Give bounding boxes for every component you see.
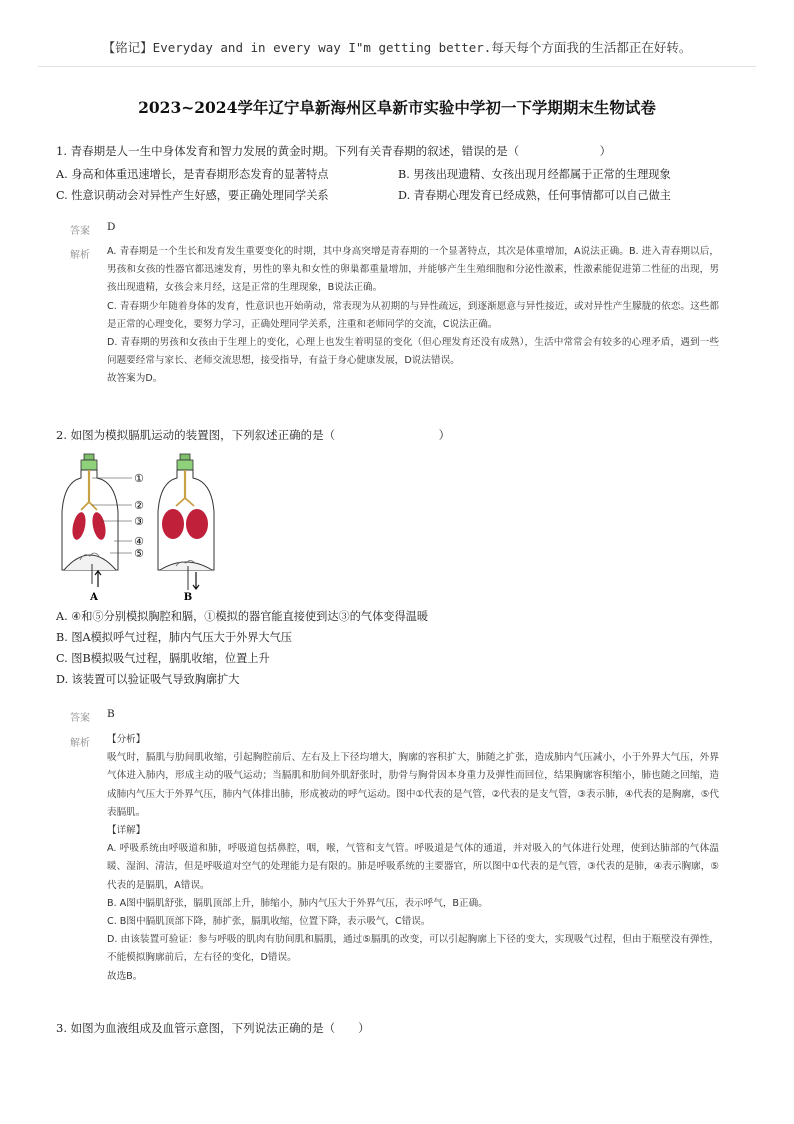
question-2-stem: 2. 如图为模拟膈肌运动的装置图，下列叙述正确的是（ ） xyxy=(56,428,451,442)
q2-option-d: D. 该装置可以验证吸气导致胸廓扩大 xyxy=(56,673,240,686)
bell-jar-a xyxy=(62,454,118,602)
q1-answer-label: 答案 xyxy=(70,226,90,237)
q2-analysis-para: C. B图中膈肌顶部下降，肺扩张，膈肌收缩，位置下降，表示吸气，C错误。 xyxy=(107,916,431,928)
marker-3: ③ xyxy=(134,515,144,528)
q2-option-b: B. 图A模拟呼气过程，肺内气压大于外界大气压 xyxy=(56,631,292,644)
question-1-stem: 1. 青春期是人一生中身体发育和智力发展的黄金时期。下列有关青春期的叙述，错误的是（ ） xyxy=(56,144,612,158)
question-3-stem: 3. 如图为血液组成及血管示意图，下列说法正确的是（ ） xyxy=(56,1021,370,1035)
marker-2: ② xyxy=(134,499,144,512)
q1-answer: D xyxy=(107,221,116,233)
marker-4: ④ xyxy=(134,535,144,548)
q1-analysis-para: 故答案为D。 xyxy=(107,373,163,385)
q1-analysis-para: A. 青春期是一个生长和发育发生重要变化的时期，其中身高突增是青春期的一个显著特点，其次是体重增加，A说法正确。B. 进入青春期以后，男孩和女孩的性器官都迅速发育，男性的睾丸和女性的卵巢都重量增加，并能够产生生殖细胞和分泌性激素，性激素能促进第二性征的出现，男孩出现遗精，女孩会来月经，这是正常的生理现象，B说法正确。 xyxy=(107,246,719,294)
header-divider xyxy=(38,66,756,67)
diaphragm-model-figure xyxy=(56,452,226,602)
marker-1: ① xyxy=(134,472,144,485)
q1-analysis-label: 解析 xyxy=(70,250,90,261)
motto-banner: 【铭记】Everyday and in every way I"m getting better.每天每个方面我的生活都正在好转。 xyxy=(102,40,692,55)
figure-caption-b: B xyxy=(183,592,193,602)
q2-option-c: C. 图B模拟吸气过程，膈肌收缩，位置上升 xyxy=(56,652,270,665)
q1-option-a: A. 身高和体重迅速增长，是青春期形态发育的显著特点 xyxy=(56,168,329,181)
q2-analysis-para: 吸气时，膈肌与肋间肌收缩，引起胸腔前后、左右及上下径均增大，胸廓的容积扩大，肺随之扩张，造成肺内气压减小，小于外界大气压，外界气体进入肺内，形成主动的吸气运动；当膈肌和肋间外肌舒张时，肋骨与胸骨因本身重力及弹性而回位，结果胸廓容积缩小，肺也随之回缩，造成肺内气压大于外界气压，肺内气体排出肺，形成被动的呼气运动。图中①代表的是气管，②代表的是支气管，③表示肺，④代表的是胸廓，⑤代表膈肌。 xyxy=(107,752,719,818)
exam-title: 2023~2024学年辽宁阜新海州区阜新市实验中学初一下学期期末生物试卷 xyxy=(138,98,656,117)
q2-analysis-para: 【详解】 xyxy=(107,825,146,837)
bell-jar-b xyxy=(158,454,214,602)
q2-analysis-para: 【分析】 xyxy=(107,734,146,745)
q1-analysis-para: C. 青春期少年随着身体的发育，性意识也开始萌动，常表现为从初期的与异性疏远，到逐渐愿意与异性接近，或对异性产生朦胧的依恋。这些都是正常的心理变化，要努力学习，正确处理同学关系，注重和老师同学的交流，C说法正确。 xyxy=(107,300,719,330)
q2-analysis-para: D. 由该装置可验证：参与呼吸的肌肉有肋间肌和膈肌，通过⑤膈肌的改变，可以引起胸廓上下径的变大，实现吸气过程，但由于瓶壁没有弹性，不能模拟胸廓前后，左右径的变化，D错误。 xyxy=(107,934,719,964)
marker-5: ⑤ xyxy=(134,547,144,560)
q2-option-a: A. ④和⑤分别模拟胸腔和膈，①模拟的器官能直接使到达③的气体变得温暖 xyxy=(56,610,429,623)
q2-analysis-para: 故选B。 xyxy=(107,970,143,982)
q1-option-b: B. 男孩出现遗精、女孩出现月经都属于正常的生理现象 xyxy=(398,168,671,181)
q2-answer-label: 答案 xyxy=(70,713,90,724)
q1-option-d: D. 青春期心理发育已经成熟，任何事情都可以自己做主 xyxy=(398,189,671,202)
q1-option-c: C. 性意识萌动会对异性产生好感，要正确处理同学关系 xyxy=(56,189,329,202)
q2-analysis-para: A. 呼吸系统由呼吸道和肺，呼吸道包括鼻腔，咽，喉，气管和支气管。呼吸道是气体的通道，并对吸入的气体进行处理，使到达肺部的气体温暖、湿润、清洁，但是呼吸道对空气的处理能力是有限的。肺是呼吸系统的主要器官，所以图中①代表的是气管，③代表的是肺，④表示胸廓，⑤代表的是膈肌，A错误。 xyxy=(107,843,719,891)
q1-analysis xyxy=(107,243,719,389)
q2-answer: B xyxy=(107,708,115,720)
q1-analysis-para: D. 青春期的男孩和女孩由于生理上的变化，心理上也发生着明显的变化（但心理发育还没有成熟），生活中常常会有较多的心理矛盾，遇到一些问题要经常与家长、老师交流思想，接受指导，有益于身心健康发展，D说法错误。 xyxy=(107,337,719,367)
q2-analysis xyxy=(107,731,719,986)
q2-analysis-para: B. A图中膈肌舒张，膈肌顶部上升，肺缩小，肺内气压大于外界气压，表示呼气，B正确。 xyxy=(107,897,488,909)
figure-caption-a: A xyxy=(90,592,98,602)
q2-analysis-label: 解析 xyxy=(70,738,90,749)
